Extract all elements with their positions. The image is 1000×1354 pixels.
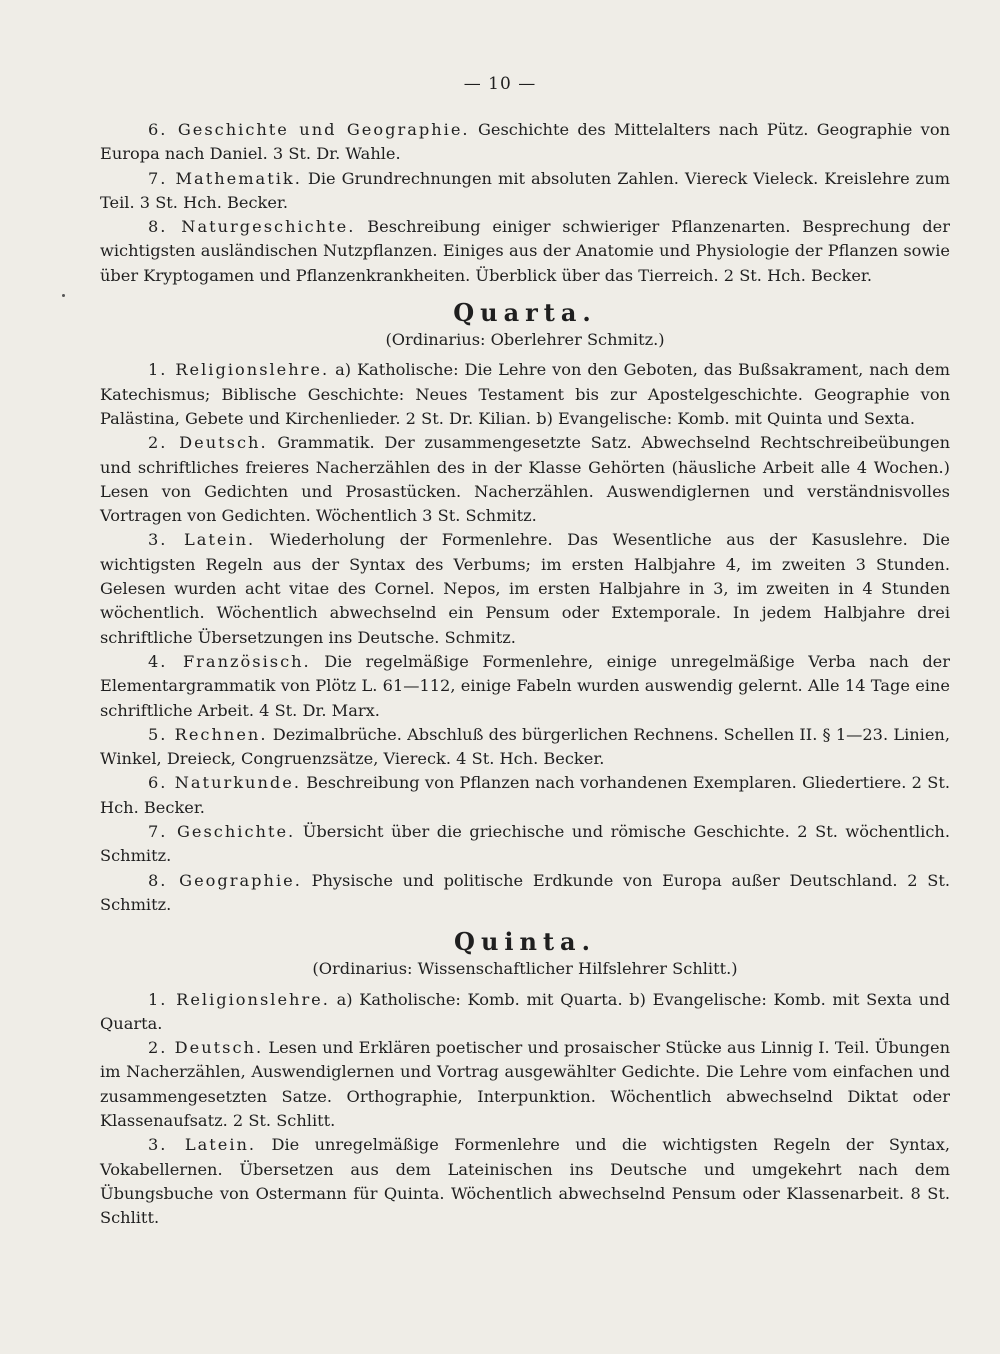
quinta-religionslehre [100, 988, 950, 1037]
item-heading: 7. Geschichte. [148, 822, 296, 842]
paragraph-geschichte-geographie [100, 118, 950, 167]
section-title-quinta: Quinta. [454, 927, 596, 957]
item-text: a) Katholische: Komb. mit Quarta. b) Evangelische: Komb. mit Sexta und Quarta. [100, 989, 950, 1033]
section-title-quarta: Quarta. [453, 298, 597, 328]
item-text: Wiederholung der Formenlehre. Das Wesentliche aus der Kasuslehre. Die wichtigsten Regeln aus der Syntax des Verbums; im ersten Halbjahre 4, im zweiten 3 Stunden. Gelesen wurden acht vitae des Cornel. Nepos, im ersten Halbjahre in 3, im zweiten in 4 Stunden wöchentlich. Wöchentlich abwechselnd ein Pensum oder Extemporale. In jedem Halbjahre drei schriftliche Übersetzungen ins Deutsche. Schmitz. [100, 530, 950, 647]
item-text: Lesen und Erklären poetischer und prosaischer Stücke aus Linnig I. Teil. Übungen im Nacherzählen, Auswendiglernen und Vortrag ausgewählter Gedichte. Die Lehre vom einfachen und zusammengesetzten Satze. Orthographie, Interpunktion. Wöchentlich abwechselnd Diktat oder Klassenaufsatz. 2 St. Schlitt. [100, 1038, 950, 1130]
quarta-geschichte [100, 820, 950, 869]
ordinarius-quinta: (Ordinarius: Wissenschaftlicher Hilfslehrer Schlitt.) [312, 959, 738, 979]
paragraph-naturgeschichte [100, 215, 950, 288]
item-text: Geschichte des Mittelalters nach Pütz. Geographie von Europa nach Daniel. 3 St. Dr. Wahle. [100, 120, 950, 164]
item-heading: 4. Französisch. [148, 651, 311, 671]
item-text: Die unregelmäßige Formenlehre und die wichtigsten Regeln der Syntax, Vokabellernen. Übersetzen aus dem Lateinischen ins Deutsche und umgekehrt nach dem Übungsbuche von Ostermann für Quinta. Wöchentlich abwechselnd Pensum oder Klassenarbeit. 8 St. Schlitt. [100, 1135, 950, 1228]
page-number: — 10 — [463, 74, 537, 94]
ordinarius-quarta: (Ordinarius: Oberlehrer Schmitz.) [385, 330, 665, 350]
quarta-naturkunde [100, 771, 950, 820]
item-heading: 6. Naturkunde. [148, 773, 301, 793]
page-body [100, 118, 950, 1230]
item-text: Physische und politische Erdkunde von Europa außer Deutschland. 2 St. Schmitz. [100, 870, 950, 914]
item-text: Übersicht über die griechische und römische Geschichte. 2 St. wöchentlich. Schmitz. [100, 822, 950, 866]
item-heading: 5. Rechnen. [148, 724, 268, 744]
item-heading: 3. Latein. [148, 530, 256, 550]
item-heading: 8. Geographie. [148, 870, 302, 890]
quinta-deutsch [100, 1036, 950, 1133]
item-text: Beschreibung von Pflanzen nach vorhandenen Exemplaren. Gliedertiere. 2 St. Hch. Becker. [100, 773, 950, 817]
item-heading: 8. Naturgeschichte. [148, 217, 356, 237]
item-heading: 1. Religionslehre. [148, 989, 330, 1009]
item-text: Beschreibung einiger schwieriger Pflanzenarten. Besprechung der wichtigsten ausländischen Nutzpflanzen. Einiges aus der Anatomie und Physiologie der Pflanzen sowie über Kryptogamen und Pflanzenkrankheiten. Überblick über das Tierreich. 2 St. Hch. Becker. [100, 217, 950, 285]
item-heading: 2. Deutsch. [148, 433, 268, 453]
quarta-franzoesisch [100, 650, 950, 723]
quarta-latein [100, 528, 950, 649]
item-heading: 7. Mathematik. [148, 168, 302, 188]
item-text: Die regelmäßige Formenlehre, einige unregelmäßige Verba nach der Elementargrammatik von Plötz L. 61—112, einige Fabeln wurden auswendig gelernt. Alle 14 Tage eine schriftliche Arbeit. 4 St. Dr. Marx. [100, 651, 950, 720]
item-text: Grammatik. Der zusammengesetzte Satz. Abwechselnd Rechtschreibeübungen und schriftliches freieres Nacherzählen des in der Klasse Gehörten (häusliche Arbeit alle 4 Wochen.) Lesen von Gedichten und Prosastücken. Nacherzählen. Auswendiglernen und verständnisvolles Vortragen von Gedichten. Wöchentlich 3 St. Schmitz. [100, 433, 950, 526]
item-text: Die Grundrechnungen mit absoluten Zahlen. Viereck Vieleck. Kreislehre zum Teil. 3 St. Hch. Becker. [100, 168, 950, 212]
quarta-deutsch [100, 431, 950, 528]
item-heading: 1. Religionslehre. [148, 360, 330, 380]
item-heading: 3. Latein. [148, 1135, 257, 1155]
quarta-rechnen [100, 723, 950, 772]
quarta-religionslehre [100, 358, 950, 431]
paragraph-mathematik [100, 167, 950, 216]
item-heading: 2. Deutsch. [148, 1038, 264, 1058]
ink-speck [62, 294, 65, 297]
item-text: a) Katholische: Die Lehre von den Geboten, das Bußsakrament, nach dem Katechismus; Biblische Geschichte: Neues Testament bis zur Apostelgeschichte. Geographie von Palästina, Gebete und Kirchenlieder. 2 St. Dr. Kilian. b) Evangelische: Komb. mit Quinta und Sexta. [100, 360, 950, 428]
item-text: Dezimalbrüche. Abschluß des bürgerlichen Rechnens. Schellen II. § 1—23. Linien, Winkel, Dreieck, Congruenzsätze, Viereck. 4 St. Hch. Becker. [100, 724, 950, 769]
item-heading: 6. Geschichte und Geographie. [148, 120, 470, 139]
quinta-latein [100, 1133, 950, 1230]
quarta-geographie [100, 869, 950, 918]
